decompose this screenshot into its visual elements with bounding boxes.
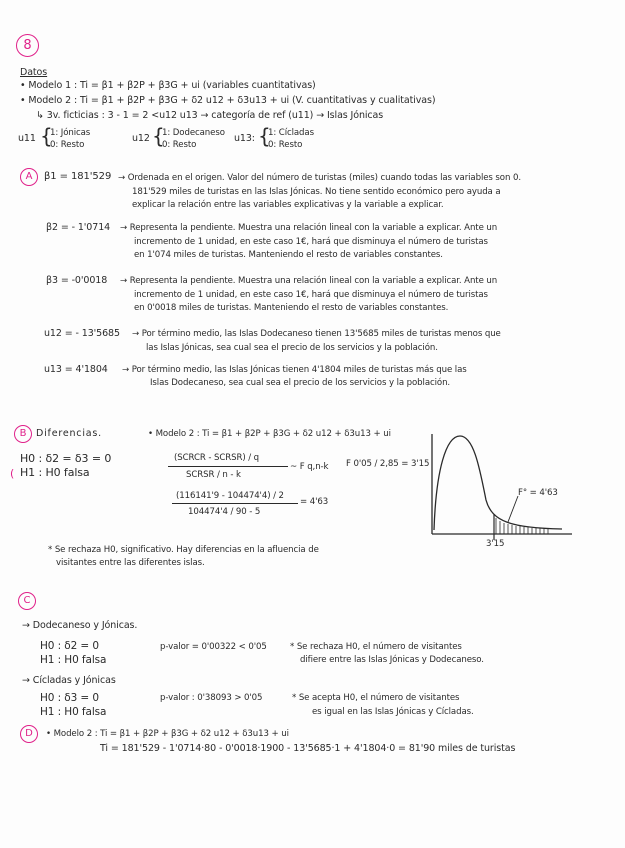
u2-line2: 0: Resto: [162, 140, 197, 150]
section-d-label: D: [25, 728, 33, 739]
u2-line1: 1: Dodecaneso: [162, 128, 225, 138]
u1-brace: {: [40, 124, 53, 148]
c-pair2-conclusion-1: * Se acepta H0, el número de visitantes: [292, 693, 460, 703]
section-a-circle: [20, 168, 38, 186]
f-stat-denominator: SCRSR / n - k: [186, 470, 241, 480]
section-d-circle: [20, 725, 38, 743]
u12-label: u12 = - 13'5685: [44, 328, 120, 339]
modelo2-line: • Modelo 2 : Ti = β1 + β2P + β3G + δ2 u12 + δ3u13 + ui (V. cuantitativas y cualitativas): [20, 95, 436, 106]
f-stat-distribution: ~ F q,n-k: [290, 462, 329, 472]
d-model: • Modelo 2 : Ti = β1 + β2P + β3G + δ2 u12 + δ3u13 + ui: [46, 729, 289, 739]
u13-text-2: Islas Dodecaneso, sea cual sea el precio de los servicios y la población.: [150, 378, 451, 388]
u3-line2: 0: Resto: [268, 140, 303, 150]
d-calculation: Ti = 181'529 - 1'0714·80 - 0'0018·1900 - 13'5685·1 + 4'1804·0 = 81'90 miles de turistas: [100, 743, 516, 754]
f-stat-numerator: (SCRCR - SCRSR) / q: [174, 453, 260, 463]
b2-text-1: → Representa la pendiente. Muestra una relación lineal con la variable a explicar. Ante un: [120, 223, 498, 233]
u3-brace: {: [258, 124, 271, 148]
section-c-label: C: [23, 595, 31, 606]
calc-fraction-line: [172, 503, 298, 504]
section-a-label: A: [25, 171, 33, 182]
b-conclusion-2: visitantes entre las diferentes islas.: [56, 558, 205, 568]
u13-text-1: → Por término medio, las Islas Jónicas tienen 4'1804 miles de turistas más que las: [122, 365, 467, 375]
f-observed-pointer: [508, 496, 518, 522]
b-conclusion-1: * Se rechaza H0, significativo. Hay diferencias en la afluencia de: [48, 545, 319, 555]
b-h0: H0 : δ2 = δ3 = 0: [20, 452, 112, 465]
b-h1: H1 : H0 falsa: [20, 466, 90, 479]
datos-title: Datos: [20, 67, 48, 78]
b3-text-2: incremento de 1 unidad, en este caso 1€, hará que disminuya el número de turistas: [134, 290, 488, 300]
c-pair2-pvalue: p-valor : 0'38093 > 0'05: [160, 693, 263, 703]
u1-name: u11: [18, 133, 36, 144]
f-critical-value: F 0'05 / 2,85 = 3'15: [346, 459, 430, 469]
u3-line1: 1: Cícladas: [268, 128, 314, 138]
b1-text-2: 181'529 miles de turistas en las Islas Jónicas. No tiene sentido económico pero ayuda a: [132, 187, 501, 197]
section-b-circle: [14, 425, 32, 443]
b3-text-1: → Representa la pendiente. Muestra una relación lineal con la variable a explicar. Ante un: [120, 276, 498, 286]
c-pair2-conclusion-2: es igual en las Islas Jónicas y Cícladas.: [312, 707, 474, 717]
calc-result: = 4'63: [300, 497, 329, 507]
f-critical-tick: 3'15: [486, 539, 505, 549]
c-pair1-h1: H1 : H0 falsa: [40, 654, 107, 666]
exercise-number-circle: [16, 34, 39, 57]
c-pair2-h1: H1 : H0 falsa: [40, 706, 107, 718]
c-pair1-title: → Dodecaneso y Jónicas.: [22, 620, 138, 631]
calc-denominator: 104474'4 / 90 - 5: [188, 507, 261, 517]
u2-brace: {: [152, 124, 165, 148]
c-pair1-conclusion-1: * Se rechaza H0, el número de visitantes: [290, 642, 462, 652]
section-b-model: • Modelo 2 : Ti = β1 + β2P + β3G + δ2 u12 + δ3u13 + ui: [148, 429, 391, 439]
f-distribution-graph: [422, 430, 582, 550]
section-b-label: B: [19, 428, 27, 439]
c-pair1-pvalue: p-valor = 0'00322 < 0'05: [160, 642, 267, 652]
b1-text-3: explicar la relación entre las variables explicativas y la variable a explicar.: [132, 200, 444, 210]
b2-text-2: incremento de 1 unidad, en este caso 1€, hará que disminuya el número de turistas: [134, 237, 488, 247]
stray-mark: (: [10, 467, 15, 480]
b1-label: β1 = 181'529: [44, 171, 112, 182]
modelo1-line: • Modelo 1 : Ti = β1 + β2P + β3G + ui (variables cuantitativas): [20, 80, 316, 91]
u1-line2: 0: Resto: [50, 140, 85, 150]
f-observed-label: F° = 4'63: [518, 488, 558, 498]
section-c-circle: [18, 592, 36, 610]
b3-text-3: en 0'0018 miles de turistas. Manteniendo el resto de variables constantes.: [134, 303, 449, 313]
c-pair2-title: → Cícladas y Jónicas: [22, 675, 116, 686]
u3-name: u13:: [234, 133, 255, 144]
variables-line: ↳ 3v. ficticias : 3 - 1 = 2 <u12 u13 → categoría de ref (u11) → Islas Jónicas: [36, 110, 384, 121]
u12-text-1: → Por término medio, las Islas Dodecaneso tienen 13'5685 miles de turistas menos que: [132, 329, 501, 339]
exercise-number: 8: [23, 38, 32, 53]
u2-name: u12: [132, 133, 150, 144]
b1-text-1: → Ordenada en el origen. Valor del número de turistas (miles) cuando todas las variables son 0.: [118, 173, 521, 183]
f-stat-fraction-line: [168, 466, 288, 467]
b3-label: β3 = -0'0018: [46, 275, 108, 286]
b2-label: β2 = - 1'0714: [46, 222, 111, 233]
u12-text-2: las Islas Jónicas, sea cual sea el precio de los servicios y la población.: [146, 343, 438, 353]
u13-label: u13 = 4'1804: [44, 364, 108, 375]
calc-numerator: (116141'9 - 104474'4) / 2: [176, 491, 284, 501]
f-density-curve: [434, 436, 562, 530]
b2-text-3: en 1'074 miles de turistas. Manteniendo el resto de variables constantes.: [134, 250, 443, 260]
c-pair1-conclusion-2: difiere entre las Islas Jónicas y Dodecaneso.: [300, 655, 484, 665]
c-pair1-h0: H0 : δ2 = 0: [40, 640, 99, 652]
section-b-title: Diferencias.: [36, 428, 102, 439]
u1-line1: 1: Jónicas: [50, 128, 91, 138]
c-pair2-h0: H0 : δ3 = 0: [40, 692, 99, 704]
